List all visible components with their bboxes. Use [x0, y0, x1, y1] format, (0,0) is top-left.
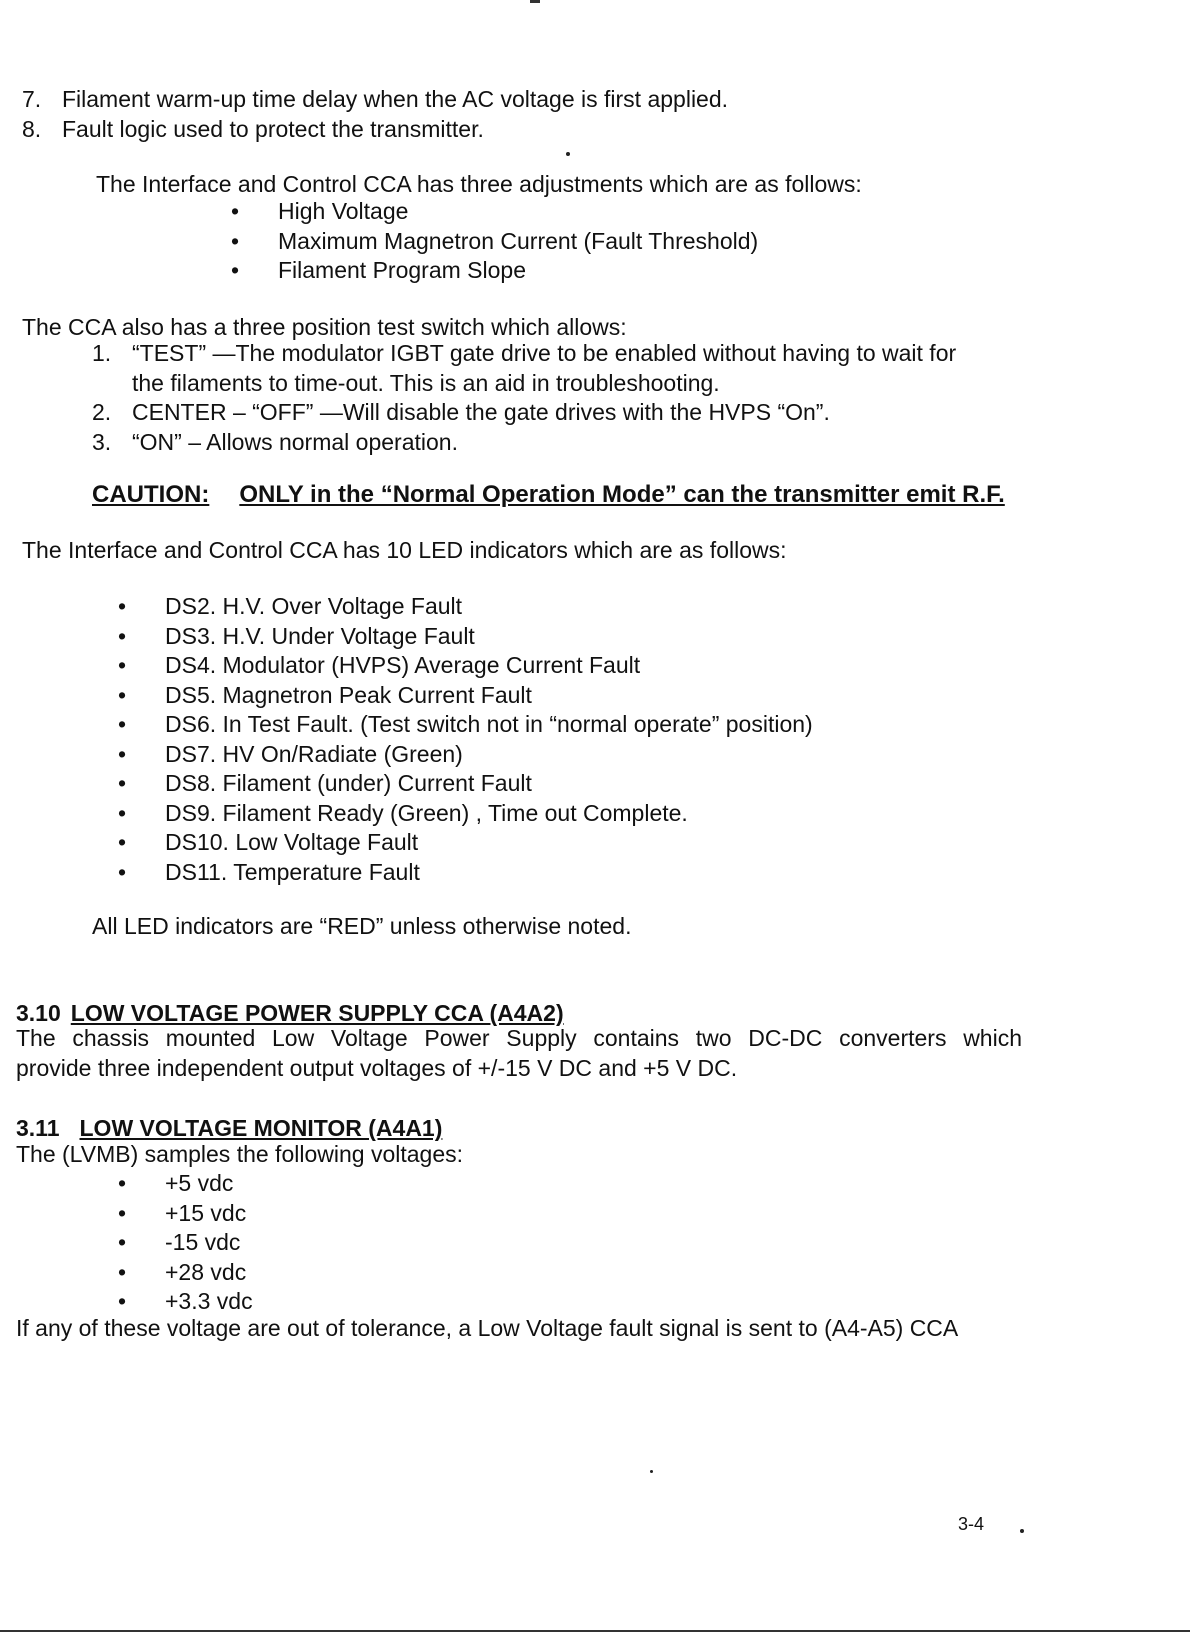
list-item-text: DS4. Modulator (HVPS) Average Current Fault	[165, 652, 641, 678]
scan-speck	[1020, 1529, 1024, 1533]
list-item-text	[132, 339, 956, 398]
list-item-text: High Voltage	[278, 198, 409, 224]
bullet-icon: •	[118, 858, 127, 885]
list-item	[115, 858, 813, 888]
list-item-text: DS9. Filament Ready (Green) , Time out Complete.	[165, 799, 688, 826]
page-bottom-rule	[0, 1630, 1190, 1632]
list-item-text: DS10. Low Voltage Fault	[165, 829, 419, 855]
bullet-icon: •	[231, 227, 240, 254]
caution-label: CAUTION:	[92, 481, 210, 508]
list-item	[22, 85, 1142, 115]
list-item	[92, 428, 1112, 458]
voltage-list	[115, 1169, 253, 1317]
section-number: 3.11	[16, 1115, 60, 1141]
bullet-icon: •	[118, 1170, 127, 1196]
scan-mark	[530, 0, 540, 3]
section-title: LOW VOLTAGE POWER SUPPLY CCA (A4A2)	[70, 1000, 564, 1026]
list-item-text: “ON” – Allows normal operation.	[132, 428, 458, 455]
list-item	[228, 197, 758, 227]
list-item-text: +15 vdc	[165, 1199, 247, 1226]
caution-notice	[92, 480, 1005, 510]
bullet-icon: •	[118, 711, 127, 737]
list-item	[115, 828, 813, 858]
list-item-text: DS2. H.V. Over Voltage Fault	[165, 593, 463, 619]
list-item	[115, 799, 813, 829]
list-item	[92, 398, 1112, 428]
bullet-icon: •	[118, 622, 127, 649]
list-item-number: 8.	[22, 115, 42, 142]
list-item	[228, 256, 758, 286]
adjustments-list	[228, 197, 758, 286]
section-3-11-intro: The (LVMB) samples the following voltages:	[16, 1141, 463, 1167]
list-item	[115, 769, 813, 799]
list-item-text: CENTER – “OFF” —Will disable the gate drives with the HVPS “On”.	[132, 399, 830, 425]
scan-speck	[566, 152, 570, 156]
list-item-text: Maximum Magnetron Current (Fault Threshold)	[278, 227, 759, 254]
bullet-icon: •	[118, 1199, 127, 1226]
list-item	[115, 622, 813, 652]
list-item-text: +3.3 vdc	[165, 1288, 253, 1314]
bullet-icon: •	[118, 1258, 127, 1285]
bullet-icon: •	[118, 1229, 127, 1255]
list-item	[115, 1287, 253, 1317]
bullet-icon: •	[118, 652, 127, 678]
list-item-line: the filaments to time-out. This is an aid in troubleshooting.	[132, 369, 720, 396]
section-number: 3.10	[16, 1000, 61, 1026]
bullet-icon: •	[231, 257, 240, 283]
list-item-text: Filament warm-up time delay when the AC voltage is first applied.	[62, 86, 729, 112]
list-item-text: +5 vdc	[165, 1170, 234, 1196]
bullet-icon: •	[118, 1288, 127, 1314]
list-item-text: DS5. Magnetron Peak Current Fault	[165, 681, 532, 708]
list-item	[92, 339, 1112, 398]
list-item	[115, 681, 813, 711]
list-item-text: DS3. H.V. Under Voltage Fault	[165, 622, 475, 649]
list-item-number: 2.	[92, 399, 112, 425]
bullet-icon: •	[118, 593, 127, 619]
list-item	[115, 1258, 253, 1288]
scan-speck	[650, 1470, 653, 1473]
list-item-text: +28 vdc	[165, 1258, 247, 1285]
bullet-icon: •	[118, 681, 127, 708]
section-3-10-body	[16, 1024, 1022, 1083]
paragraph-line: The chassis mounted Low Voltage Power Supply contains two DC-DC converters which	[16, 1025, 1022, 1051]
bullet-icon: •	[118, 829, 127, 855]
list-item	[22, 115, 1142, 145]
list-item-number: 1.	[92, 340, 112, 366]
list-item	[115, 592, 813, 622]
bullet-icon: •	[118, 740, 127, 767]
list-item-text: Fault logic used to protect the transmitter.	[62, 115, 484, 142]
numbered-list-top	[22, 85, 1142, 144]
bullet-icon: •	[118, 799, 127, 826]
section-3-11-conclusion: If any of these voltage are out of tolerance, a Low Voltage fault signal is sent to (A4-A5) CCA	[16, 1315, 959, 1341]
list-item-number: 7.	[22, 86, 42, 112]
list-item-text: DS6. In Test Fault. (Test switch not in “normal operate” position)	[165, 711, 813, 737]
adjustments-intro: The Interface and Control CCA has three adjustments which are as follows:	[96, 171, 862, 197]
switch-intro: The CCA also has a three position test switch which allows:	[22, 314, 627, 340]
led-list	[115, 592, 813, 887]
led-intro: The Interface and Control CCA has 10 LED indicators which are as follows:	[22, 537, 787, 563]
bullet-icon: •	[118, 770, 127, 796]
list-item	[115, 1169, 253, 1199]
switch-list	[92, 339, 1112, 457]
list-item	[115, 1228, 253, 1258]
list-item	[115, 1199, 253, 1229]
list-item-text: DS8. Filament (under) Current Fault	[165, 770, 532, 796]
list-item-text: -15 vdc	[165, 1229, 241, 1255]
page-number: 3-4	[958, 1514, 985, 1534]
list-item	[228, 227, 758, 257]
list-item-text: DS11. Temperature Fault	[165, 858, 420, 885]
list-item	[115, 740, 813, 770]
list-item	[115, 651, 813, 681]
list-item-text: Filament Program Slope	[278, 257, 526, 283]
section-title: LOW VOLTAGE MONITOR (A4A1)	[79, 1115, 443, 1141]
list-item	[115, 710, 813, 740]
paragraph-line: provide three independent output voltages of +/-15 V DC and +5 V DC.	[16, 1054, 738, 1081]
list-item-line: “TEST” —The modulator IGBT gate drive to be enabled without having to wait for	[132, 340, 957, 366]
caution-text: ONLY in the “Normal Operation Mode” can the transmitter emit R.F.	[239, 481, 1005, 508]
led-note: All LED indicators are “RED” unless otherwise noted.	[92, 913, 632, 939]
list-item-text: DS7. HV On/Radiate (Green)	[165, 740, 463, 767]
list-item-number: 3.	[92, 428, 112, 455]
bullet-icon: •	[231, 198, 240, 224]
